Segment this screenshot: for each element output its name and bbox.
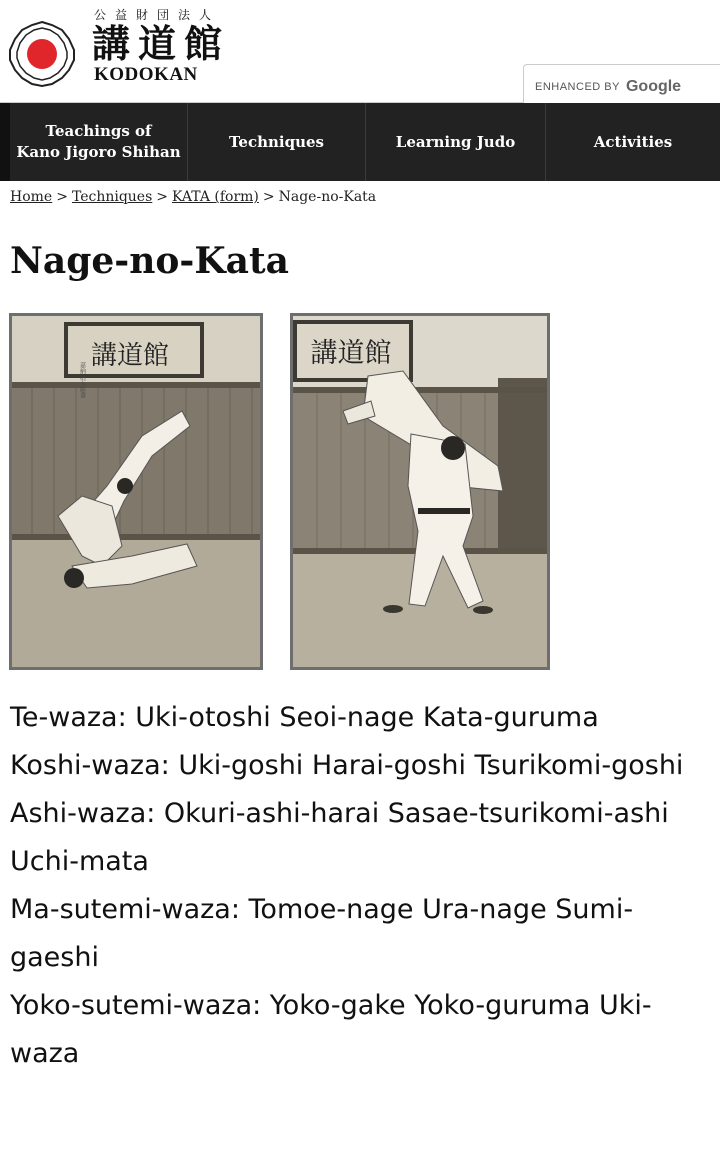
search-enhanced-label: ENHANCED BY [535,81,620,93]
nav-item-learning-judo[interactable] [366,103,546,181]
technique-list [10,694,710,1078]
breadcrumb-separator: > [56,189,68,205]
site-header [0,0,720,103]
google-logo: Google [625,78,682,95]
nav-item-label-line1: Teachings of [45,122,152,140]
nav-item-label: Activities [593,132,673,151]
main-nav [0,103,720,181]
technique-group-yoko-sutemi-waza: Yoko-sutemi-waza: Yoko-gake Yoko-guruma Uki-waza [10,990,652,1069]
page-title: Nage-no-Kata [10,240,289,282]
technique-group-te-waza: Te-waza: Uki-otoshi Seoi-nage Kata-guruma [10,702,599,733]
nav-item-activities[interactable] [546,103,720,181]
breadcrumb [10,189,376,205]
breadcrumb-current: Nage-no-Kata [278,189,377,205]
brand-name[interactable]: KODOKAN [94,64,198,85]
dojo-sign-text: 講道館 [310,338,392,369]
breadcrumb-separator: > [156,189,169,205]
kodokan-logo-icon[interactable] [8,20,76,88]
nav-item-techniques[interactable] [188,103,366,181]
brand-kanji[interactable]: 講道館 [92,21,231,66]
technique-group-ashi-waza: Ashi-waza: Okuri-ashi-harai Sasae-tsurikomi-ashi Uchi-mata [10,798,669,877]
kata-photo-2 [290,313,550,670]
breadcrumb-techniques-link[interactable]: Techniques [71,189,153,205]
kata-photo-1 [9,313,263,670]
dojo-sign-small-text: 嘉納治五郎書 [78,362,86,398]
breadcrumb-home-link[interactable]: Home [10,189,53,205]
nav-item-label-line2: Kano Jigoro Shihan [16,143,181,161]
breadcrumb-kata-link[interactable]: KATA (form) [172,189,259,205]
technique-group-koshi-waza: Koshi-waza: Uki-goshi Harai-goshi Tsurikomi-goshi [10,750,684,781]
nav-item-teachings[interactable] [0,103,188,181]
dojo-sign-text: 講道館 [90,341,170,371]
nav-item-label: Learning Judo [395,132,516,151]
nav-item-label: Techniques [228,132,324,151]
brand-subtitle: 公益財団法人 [94,8,221,22]
breadcrumb-separator: > [262,189,275,205]
technique-group-ma-sutemi-waza: Ma-sutemi-waza: Tomoe-nage Ura-nage Sumi-gaeshi [10,894,634,973]
